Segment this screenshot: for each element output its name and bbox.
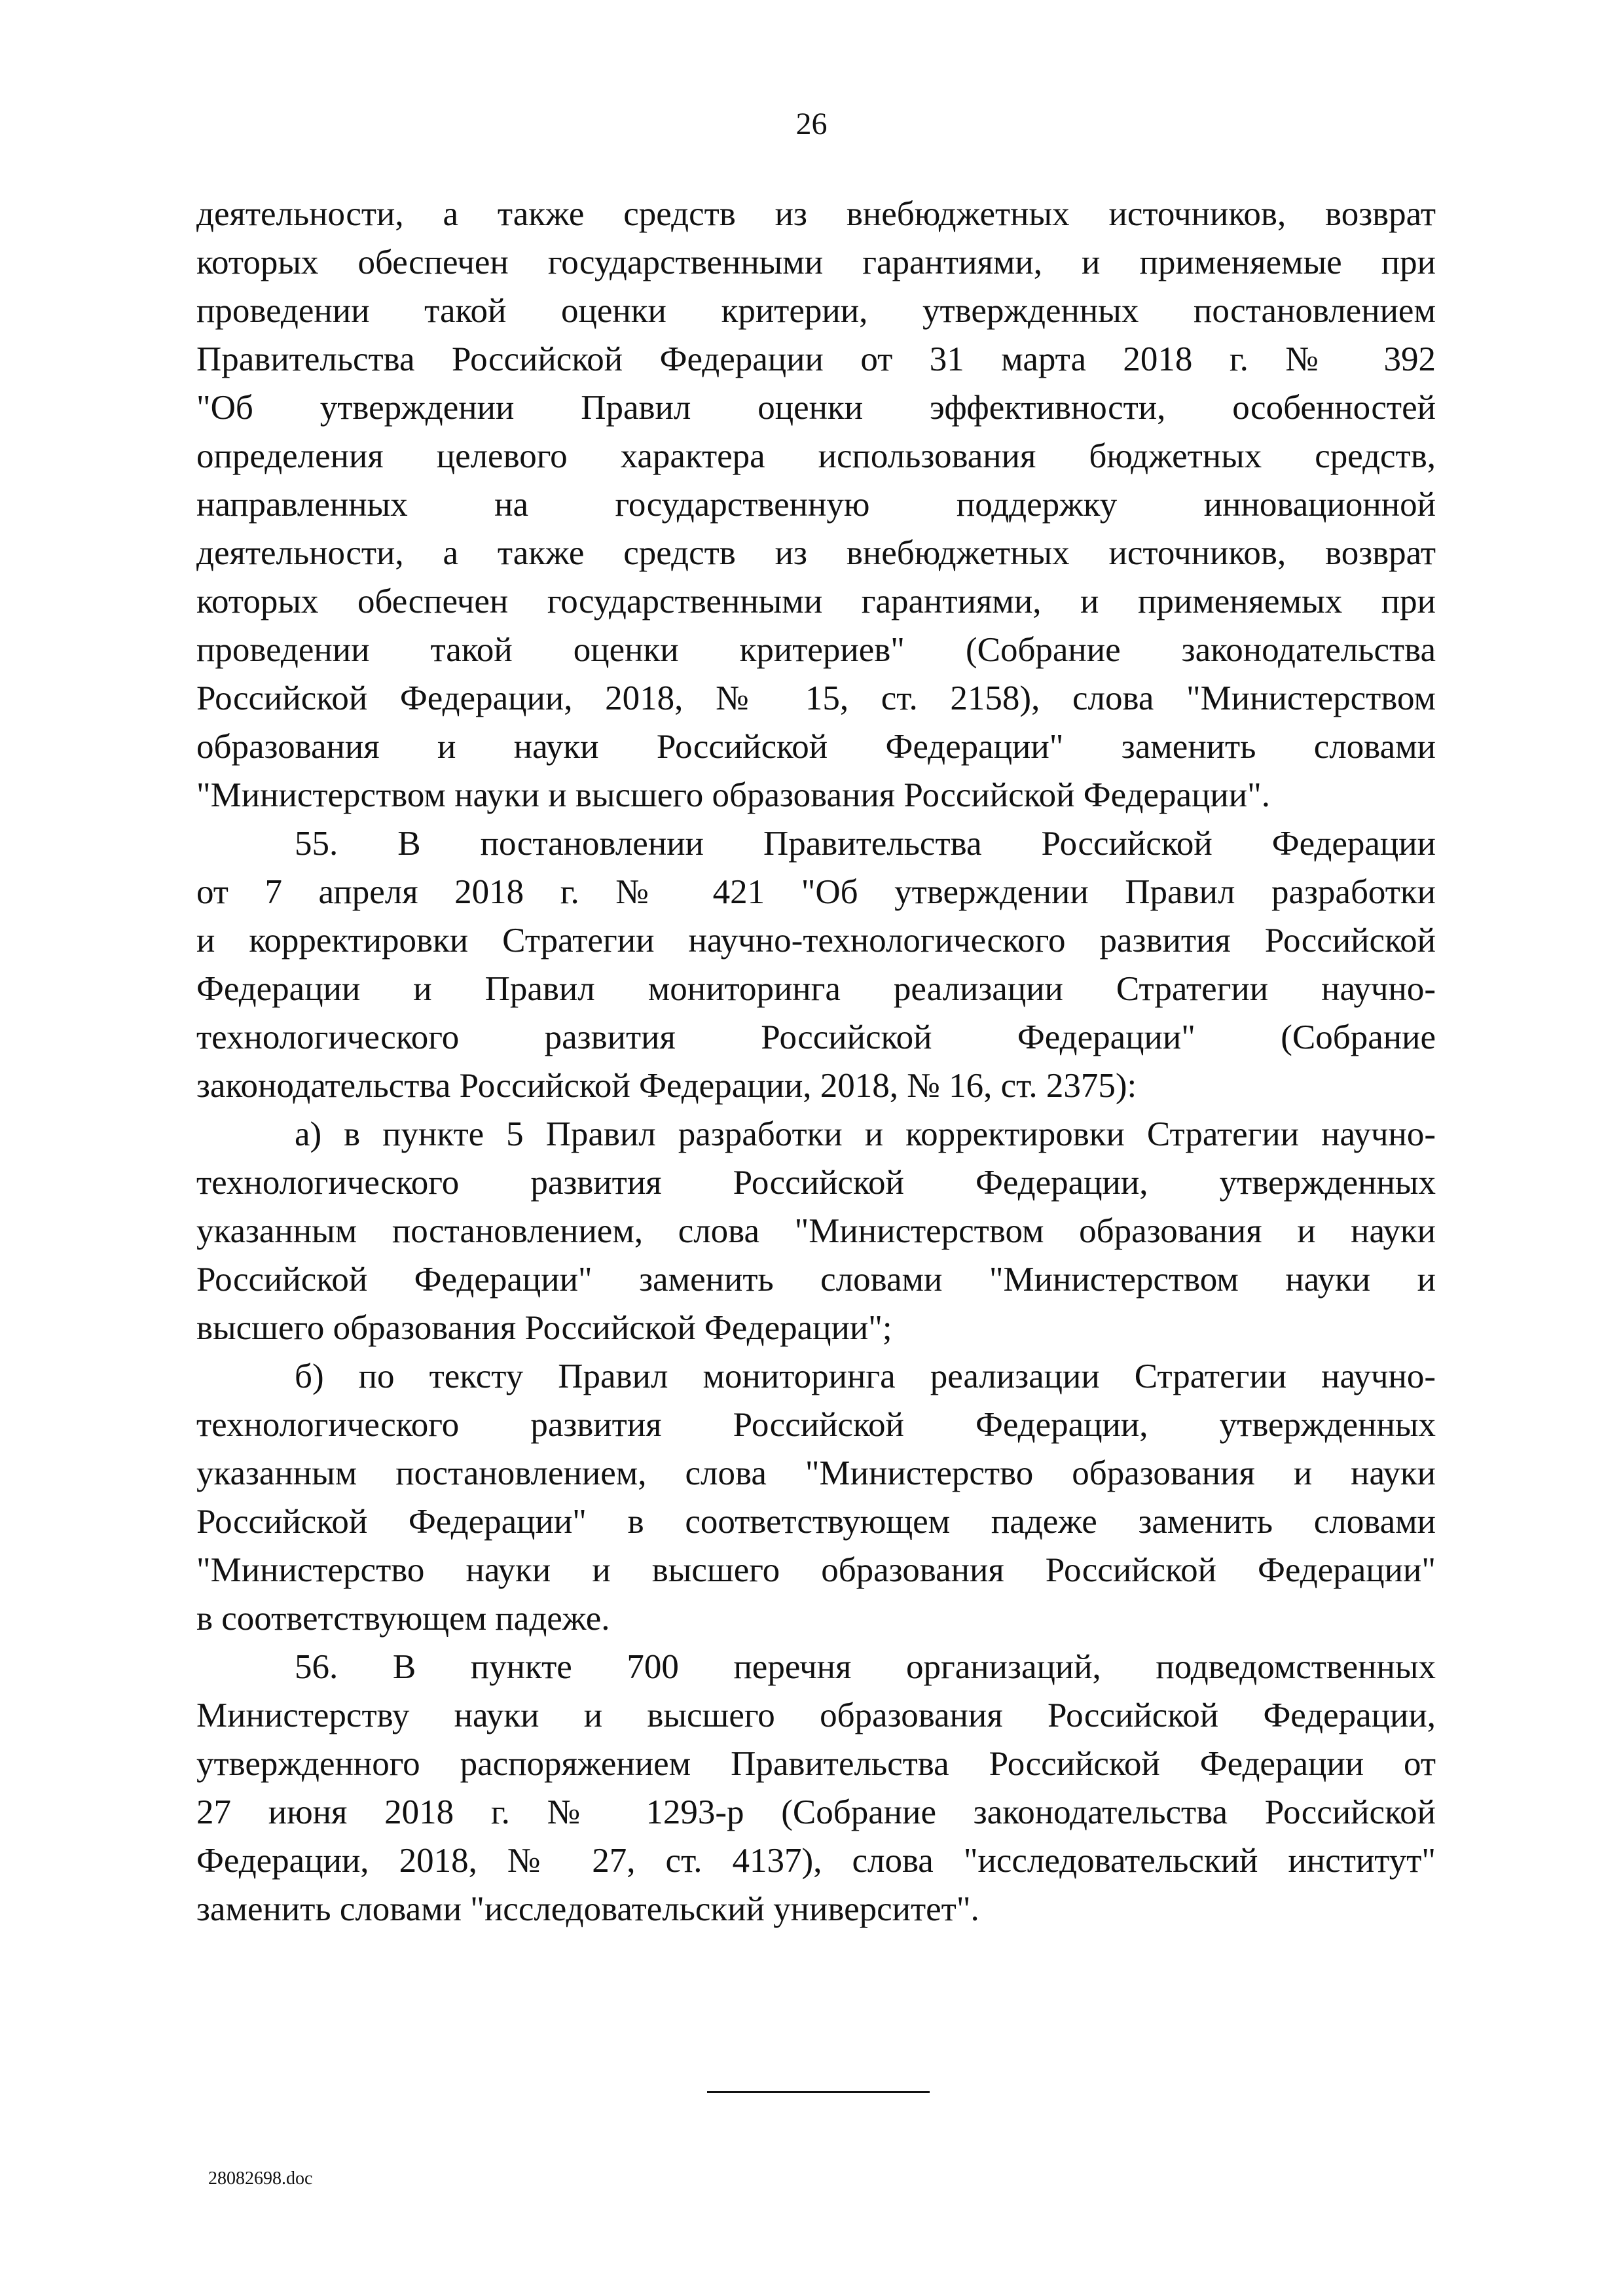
text-line: Федерации, 2018, № 27, ст. 4137), слова "исследовательский институт" bbox=[196, 1842, 1436, 1880]
paragraph-56 bbox=[196, 1643, 1436, 1933]
text-line: деятельности, а также средств из внебюджетных источников, возврат bbox=[196, 195, 1436, 233]
text-line: деятельности, а также средств из внебюджетных источников, возврат bbox=[196, 534, 1436, 572]
end-of-document-rule bbox=[707, 2091, 930, 2093]
text-line: Российской Федерации" заменить словами "Министерством науки и bbox=[196, 1261, 1436, 1299]
paragraph-55 bbox=[196, 819, 1436, 1110]
text-line: 55. В постановлении Правительства Российской Федерации bbox=[295, 825, 1436, 863]
paragraph-55-b bbox=[196, 1352, 1436, 1643]
text-line: проведении такой оценки критериев" (Собрание законодательства bbox=[196, 631, 1436, 669]
text-line: от 7 апреля 2018 г. № 421 "Об утверждении Правил разработки bbox=[196, 873, 1436, 911]
text-line: проведении такой оценки критерии, утвержденных постановлением bbox=[196, 292, 1436, 330]
page-number: 26 bbox=[795, 107, 828, 141]
text-line: Российской Федерации" в соответствующем падеже заменить словами bbox=[196, 1503, 1436, 1541]
text-line: Правительства Российской Федерации от 31 марта 2018 г. № 392 bbox=[196, 340, 1436, 378]
text-line: указанным постановлением, слова "Министерством образования и науки bbox=[196, 1212, 1436, 1250]
text-line: образования и науки Российской Федерации" заменить словами bbox=[196, 728, 1436, 766]
text-line: Российской Федерации, 2018, № 15, ст. 2158), слова "Министерством bbox=[196, 679, 1436, 717]
text-line: Федерации и Правил мониторинга реализации Стратегии научно- bbox=[196, 970, 1436, 1008]
text-line: технологического развития Российской Федерации" (Собрание bbox=[196, 1018, 1436, 1056]
text-line: указанным постановлением, слова "Министерство образования и науки bbox=[196, 1454, 1436, 1492]
text-line: утвержденного распоряжением Правительства Российской Федерации от bbox=[196, 1745, 1436, 1783]
text-line: Министерству науки и высшего образования Российской Федерации, bbox=[196, 1696, 1436, 1734]
text-line: и корректировки Стратегии научно-технологического развития Российской bbox=[196, 922, 1436, 960]
paragraph-continuation bbox=[196, 190, 1436, 819]
text-line: направленных на государственную поддержку инновационной bbox=[196, 486, 1436, 524]
paragraph-55-a bbox=[196, 1110, 1436, 1352]
text-line: "Министерство науки и высшего образования Российской Федерации" bbox=[196, 1551, 1436, 1589]
text-line: технологического развития Российской Федерации, утвержденных bbox=[196, 1164, 1436, 1202]
text-line: которых обеспечен государственными гарантиями, и применяемые при bbox=[196, 243, 1436, 281]
text-line: 56. В пункте 700 перечня организаций, подведомственных bbox=[295, 1648, 1436, 1686]
text-line: 27 июня 2018 г. № 1293-р (Собрание законодательства Российской bbox=[196, 1793, 1436, 1831]
text-line: технологического развития Российской Федерации, утвержденных bbox=[196, 1406, 1436, 1444]
text-line: в соответствующем падеже. bbox=[196, 1600, 610, 1638]
text-line: "Министерством науки и высшего образования Российской Федерации". bbox=[196, 776, 1270, 814]
document-body bbox=[196, 190, 1436, 1933]
text-line: "Об утверждении Правил оценки эффективности, особенностей bbox=[196, 389, 1436, 427]
text-line: которых обеспечен государственными гарантиями, и применяемых при bbox=[196, 583, 1436, 620]
text-line: б) по тексту Правил мониторинга реализации Стратегии научно- bbox=[295, 1357, 1436, 1395]
document-file-id: 28082698.doc bbox=[208, 2168, 313, 2189]
text-line: определения целевого характера использования бюджетных средств, bbox=[196, 437, 1436, 475]
text-line: высшего образования Российской Федерации"; bbox=[196, 1309, 892, 1347]
text-line: законодательства Российской Федерации, 2018, № 16, ст. 2375): bbox=[196, 1067, 1137, 1105]
text-line: заменить словами "исследовательский университет". bbox=[196, 1890, 979, 1928]
text-line: а) в пункте 5 Правил разработки и корректировки Стратегии научно- bbox=[295, 1115, 1436, 1153]
